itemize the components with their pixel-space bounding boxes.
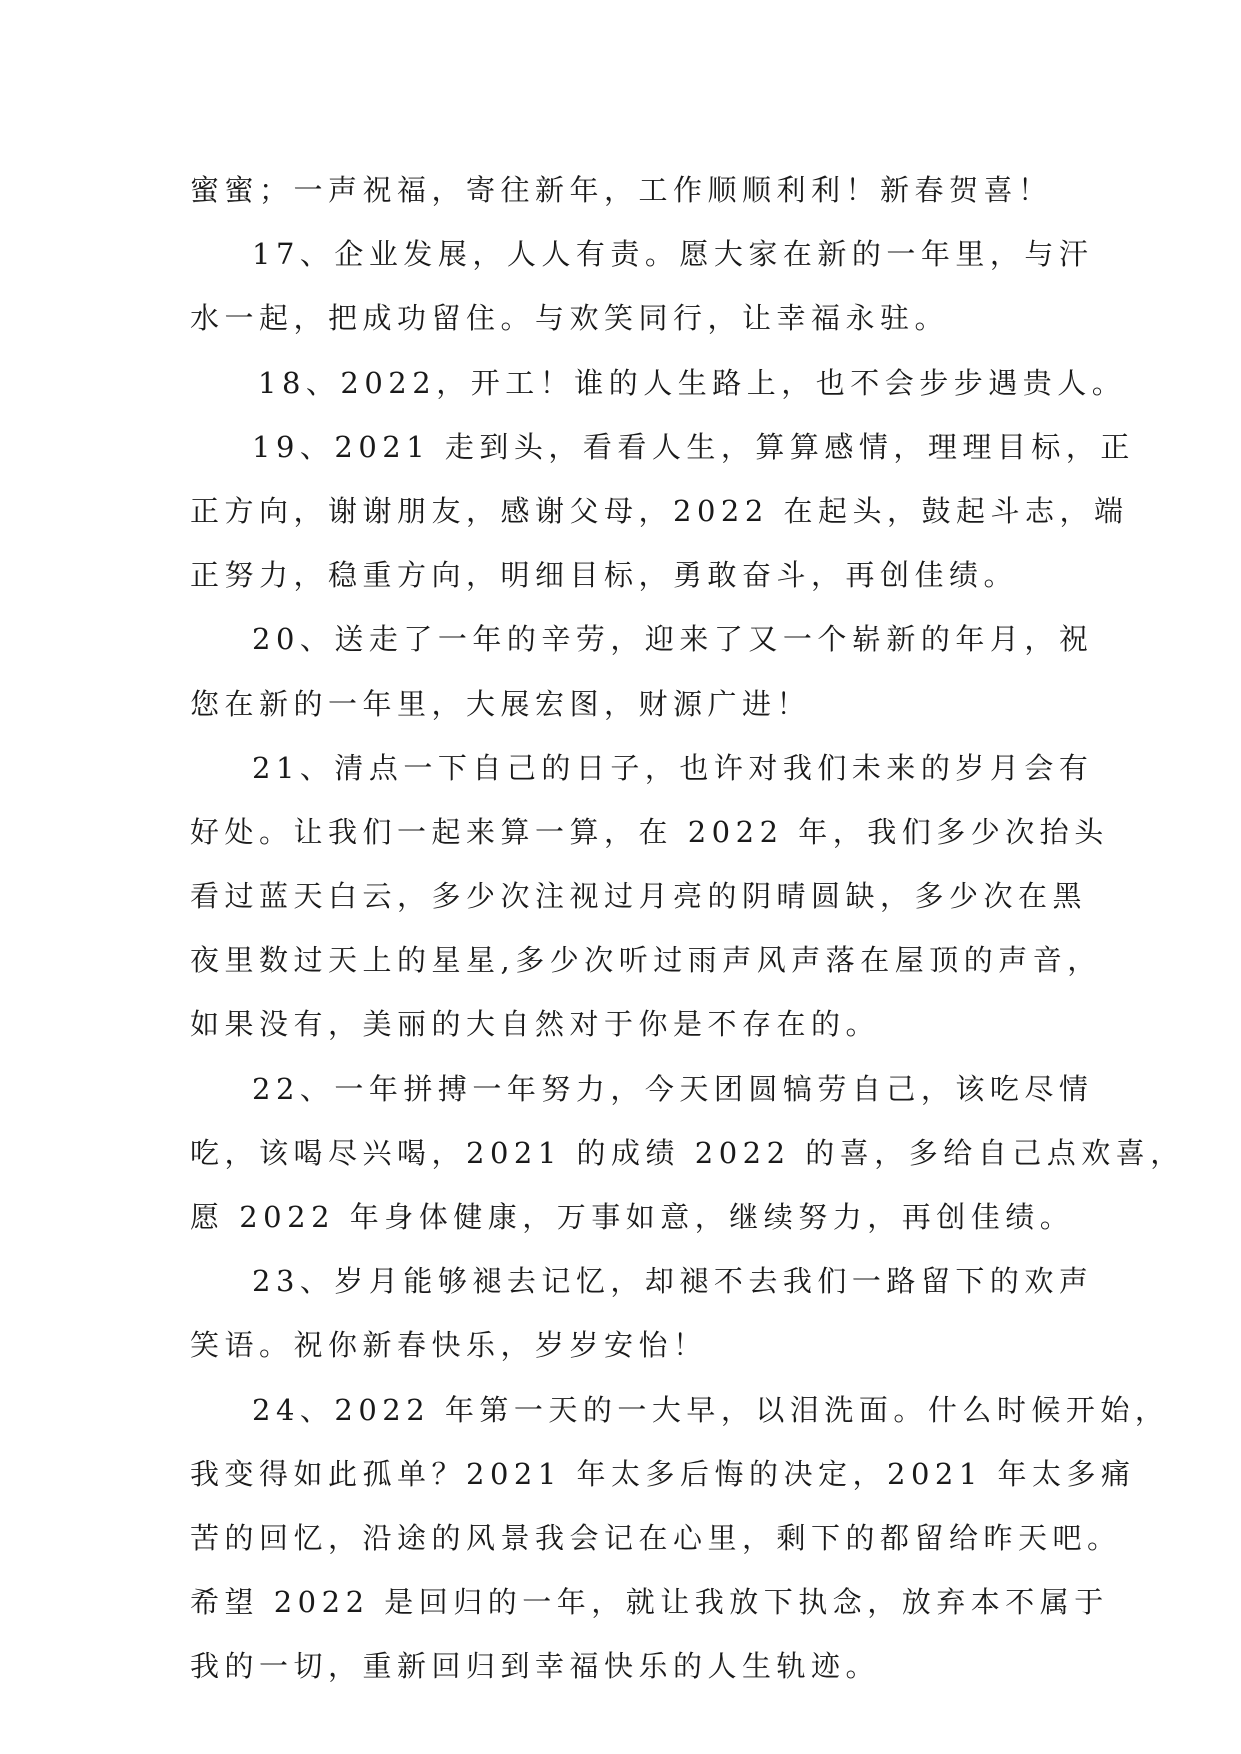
text-line: 愿 2022 年身体健康，万事如意，继续努力，再创佳绩。 [190, 1200, 1075, 1234]
text-line: 18、2022，开工！谁的人生路上，也不会步步遇贵人。 [258, 365, 1127, 400]
text-line: 笑语。祝你新春快乐，岁岁安怡！ [190, 1328, 708, 1363]
text-line: 蜜蜜；一声祝福，寄往新年，工作顺顺利利！新春贺喜！ [190, 173, 1053, 207]
text-line: 正努力，稳重方向，明细目标，勇敢奋斗，再创佳绩。 [190, 558, 1019, 593]
text-line: 24、2022 年第一天的一大早，以泪洗面。什么时候开始， [252, 1392, 1170, 1427]
text-line: 看过蓝天白云，多少次注视过月亮的阴晴圆缺，多少次在黑 [190, 879, 1088, 914]
text-line: 好处。让我们一起来算一算，在 2022 年，我们多少次抬头 [190, 814, 1109, 849]
text-line: 您在新的一年里，大展宏图，财源广进！ [190, 686, 812, 721]
text-line: 吃，该喝尽兴喝，2021 的成绩 2022 的喜，多给自己点欢喜， [190, 1135, 1185, 1170]
text-line: 夜里数过天上的星星,多少次听过雨声风声落在屋顶的声音， [190, 943, 1102, 978]
text-line: 希望 2022 是回归的一年，就让我放下执念，放弃本不属于 [190, 1585, 1109, 1620]
text-line: 如果没有，美丽的大自然对于你是不存在的。 [190, 1007, 881, 1042]
text-line: 22、一年拼搏一年努力，今天团圆犒劳自己，该吃尽情 [252, 1071, 1094, 1106]
text-line: 苦的回忆，沿途的风景我会记在心里，剩下的都留给昨天吧。 [190, 1520, 1122, 1555]
text-line: 19、2021 走到头，看看人生，算算感情，理理目标，正 [252, 429, 1135, 464]
body-text [190, 158, 1185, 1699]
text-line: 我的一切，重新回归到幸福快乐的人生轨迹。 [190, 1649, 881, 1684]
text-line: 正方向，谢谢朋友，感谢父母，2022 在起头，鼓起斗志，端 [190, 493, 1129, 528]
text-line: 21、清点一下自己的日子，也许对我们未来的岁月会有 [252, 750, 1094, 785]
text-line: 我变得如此孤单？2021 年太多后悔的决定，2021 年太多痛 [190, 1456, 1136, 1491]
text-line: 20、送走了一年的辛劳，迎来了又一个崭新的年月，祝 [252, 622, 1094, 657]
text-line: 水一起，把成功留住。与欢笑同行，让幸福永驻。 [190, 301, 950, 336]
text-line: 17、企业发展，人人有责。愿大家在新的一年里，与汗 [252, 237, 1094, 272]
text-line: 23、岁月能够褪去记忆，却褪不去我们一路留下的欢声 [252, 1264, 1094, 1299]
